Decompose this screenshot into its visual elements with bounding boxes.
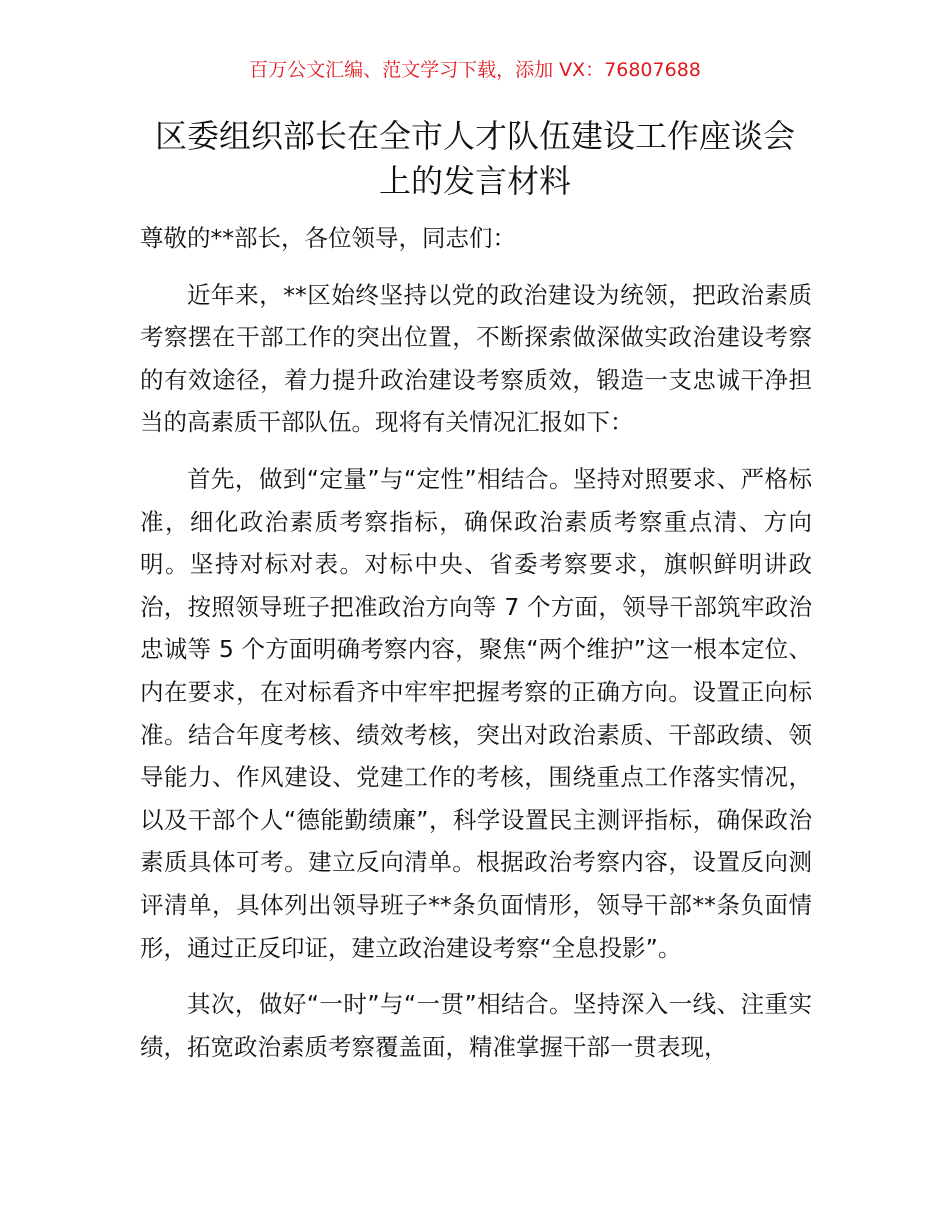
document-body [140, 217, 812, 1082]
paragraph-first: 首先，做到“定量”与“定性”相结合。坚持对照要求、严格标准，细化政治素质考察指标，确保政治素质考察重点清、方向明。坚持对标对表。对标中央、省委考察要求，旗帜鲜明讲政治，按照领导班子把准政治方向等 7 个方面，领导干部筑牢政治忠诚等 5 个方面明确考察内容，聚焦“两个维护”这一根本定位、内在要求，在对标看齐中牢牢把握考察的正确方向。设置正向标准。结合年度考核、绩效考核，突出对政治素质、干部政绩、领导能力、作风建设、党建工作的考核，围绕重点工作落实情况，以及干部个人“德能勤绩廉”，科学设置民主测评指标，确保政治素质具体可考。建立反向清单。根据政治考察内容，设置反向测评清单，具体列出领导班子**条负面情形，领导干部**条负面情形，通过正反印证，建立政治建设考察“全息投影”。 [140, 464, 812, 962]
document-title [100, 114, 850, 204]
title-line-2: 上的发言材料 [378, 162, 571, 200]
title-line-1: 区委组织部长在全市人才队伍建设工作座谈会 [154, 117, 795, 155]
salutation: 尊敬的**部长，各位领导，同志们： [140, 224, 516, 252]
paragraph-intro: 近年来，**区始终坚持以党的政治建设为统领，把政治素质考察摆在干部工作的突出位置，不断探索做深做实政治建设考察的有效途径，着力提升政治建设考察质效，锻造一支忠诚干净担当的高素质干部队伍。现将有关情况汇报如下： [140, 280, 812, 437]
paragraph-second: 其次，做好“一时”与“一贯”相结合。坚持深入一线、注重实绩，拓宽政治素质考察覆盖面，精准掌握干部一贯表现， [140, 990, 812, 1061]
watermark-header: 百万公文汇编、范文学习下载，添加 VX：76807688 [249, 59, 701, 81]
